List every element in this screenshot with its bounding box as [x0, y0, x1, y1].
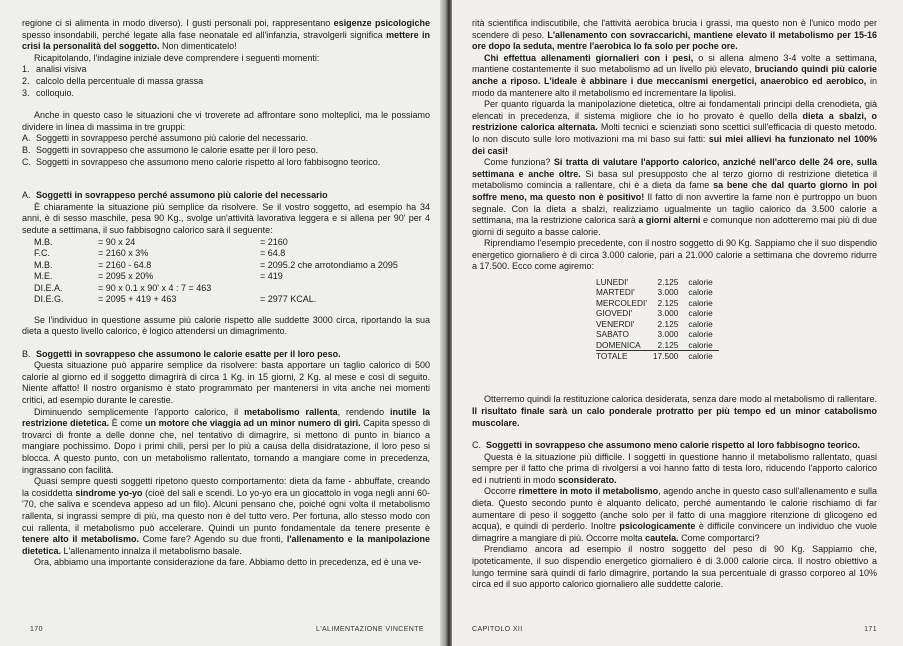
paragraph: Occorre rimettere in moto il metabolismo, agendo anche in questo caso sull'allenamento e sulla dieta. Questo secondo punto è alquanto delicato, perché aumentando le calorie rischiamo di far aumentare di peso il soggetto (anche solo per il fatto di una maggiore ritenzione di glicogeno ed acqua), e quindi di perderlo. Inoltre psicologicamente è difficile convincere un individuo che vuole dimagrire a mangiare di più. Occorre molta cautela. Come comportarci?: [472, 486, 877, 543]
paragraph: Anche in questo caso le situazioni che vi troverete ad affrontare sono molteplici, ma le possiamo dividere in linea di massima in tre gruppi:: [22, 110, 430, 132]
list-item: 2. calcolo della percentuale di massa grassa: [22, 75, 204, 86]
table-row: GIOVEDI' 3.000 calorie: [596, 308, 713, 319]
steps-list: [22, 64, 430, 99]
paragraph: Otterremo quindi la restituzione calorica desiderata, senza dare modo al metabolismo di rallentare. Il risultato finale sarà un calo ponderale protratto per più tempo ed un minor catabolismo muscolare.: [472, 394, 877, 428]
right-page: [452, 0, 903, 646]
table-row: MERCOLEDI' 2.125 calorie: [596, 297, 713, 308]
paragraph: Chi effettua allenamenti giornalieri con i pesi, o si allena almeno 3-4 volte a settimana, mantiene costantemente il suo metabolismo ad un livello più elevato, bruciando quindi più calorie anche a riposo. L'ideale è abbinare i due meccanismi energetici, anaerobico ed aerobico, in modo da mantenere alto il metabolismo ed incrementare la lipolisi.: [472, 52, 877, 98]
calc-row: DI.E.G. = 2095 + 419 + 463 = 2977 KCAL.: [34, 294, 317, 305]
right-column: [472, 18, 877, 591]
calculation-block: [34, 237, 430, 315]
paragraph: Se l'individuo in questione assume più calorie rispetto alle suddette 3000 circa, riportando la sua dieta a questo livello calorico, è logico attendersi un dimagrimento.: [22, 314, 430, 337]
paragraph: Diminuendo semplicemente l'apporto calorico, il metabolismo rallenta, rendendo inutile la restrizione dietetica. È come un motore che viaggia ad un minor numero di giri. Capita spesso di trovarci di fronte a delle donne che, nel tentativo di dimagrire, si mettono di punto in bianco a mangiare pochissimo. Dopo i primi chili, persi per lo più a causa della disidratazione, il loro peso si blocca. A questo punto, con un metabolismo rallentato, tornando a mangiare come in precedenza, ingrassano con facilità.: [22, 406, 430, 475]
paragraph: Prendiamo ancora ad esempio il nostro soggetto del peso di 90 Kg. Sappiamo che, ipoteticamente, il suo dispendio energetico giornaliero è di 3.000 calorie circa. Il nostro obiettivo a lungo termine sarà quindi di farlo dimagrire, portando la sua percentuale di grasso corporeo al 10% circa ed il suo apporto calorico giornaliero alle suddette calorie.: [472, 544, 877, 590]
chapter-label: CAPITOLO XII: [472, 626, 523, 634]
running-footer: L'ALIMENTAZIONE VINCENTE: [315, 626, 424, 634]
page-number: 170: [30, 626, 43, 634]
paragraph: regione ci si alimenta in modo diverso). I gusti personali poi, rappresentano esigenze psicologiche spesso insondabili, perché legate alla fase neonatale ed all'infanzia, stravolgerli significa mettere in crisi la personalità del soggetto. Non dimenticatelo!: [22, 18, 430, 52]
calc-row: M.B. = 90 x 24 = 2160: [34, 236, 288, 247]
calc-row: M.B. = 2160 - 64.8 = 2095.2 che arrotondiamo a 2095: [34, 259, 398, 270]
paragraph: Questa situazione può apparire semplice da risolvere: basta apportare un taglio calorico di 500 calorie al giorno ed il soggetto dimagrirà di circa 1 Kg. in 15 giorni, 2 Kg. al mese e così di seguito. Niente affatto! Il nostro organismo è stato programmato per mantenersi in vita anche nei momenti critici, ad esempio durante le carestie.: [22, 360, 430, 406]
calc-row: DI.E.A. = 90 x 0.1 x 90' x 4 : 7 = 463: [34, 282, 212, 293]
paragraph: Per quanto riguarda la manipolazione dietetica, oltre ai fondamentali principi della crenodieta, già elencati in precedenza, il sistema migliore che io ho provato è quello della dieta a sbalzi, o restrizione calorica alternata. Molti tecnici e scienziati sono scettici sull'efficacia di questo metodo. Io non discuto sulle loro motivazioni ma mi baso sui fatti: sui miei allievi ha funzionato nel 100% dei casi!: [472, 99, 878, 156]
list-item: C. Soggetti in sovrappeso che assumono meno calorie rispetto al loro fabbisogno teorico.: [22, 156, 381, 167]
list-item: 1. analisi visiva: [22, 64, 87, 75]
paragraph: Ricapitolando, l'indagine iniziale deve comprendere i seguenti momenti:: [34, 52, 320, 63]
left-column: [22, 18, 430, 569]
list-item: 3. colloquio.: [22, 87, 75, 98]
table-total-row: TOTALE 17.500 calorie: [596, 350, 713, 361]
table-row: MARTEDI' 3.000 calorie: [596, 287, 713, 298]
calc-row: M.E. = 2095 x 20% = 419: [34, 271, 283, 282]
section-heading-a: A. Soggetti in sovrappeso perché assumono più calorie del necessario: [22, 190, 328, 201]
table-row: DOMENICA 2.125 calorie: [596, 340, 719, 351]
list-item: A. Soggetti in sovrappeso perché assumono più calorie del necessario.: [22, 133, 309, 144]
paragraph: Ora, abbiamo una importante considerazione da fare. Abbiamo detto in precedenza, ed è una ve-: [34, 557, 422, 568]
paragraph: Riprendiamo l'esempio precedente, con il nostro soggetto di 90 Kg. Sappiamo che il suo dispendio energetico giornaliero è di circa 3.000 calorie, pari a 21.000 calorie a settimana che dovremo ridurre a 17.500. Ecco come agiremo:: [472, 238, 877, 272]
list-item: B. Soggetti in sovrappeso che assumono le calorie esatte per il loro peso.: [22, 144, 319, 155]
paragraph: rità scientifica indiscutibile, che l'attività aerobica brucia i grassi, ma questo non è l'unico modo per scendere di peso. L'allenamento con sovraccarichi, mantiene elevato il metabolismo per 15-16 ore dopo la seduta, mentre l'aerobica lo fa solo per poche ore.: [472, 18, 877, 52]
table-row: VENERDI' 2.125 calorie: [596, 318, 713, 329]
calc-row: F.C. = 2160 x 3% = 64.8: [34, 248, 286, 259]
left-page: [0, 0, 446, 646]
section-heading-c: C. Soggetti in sovrappeso che assumono meno calorie rispetto al loro fabbisogno teorico.: [472, 440, 861, 451]
page-number: 171: [864, 626, 877, 634]
paragraph: Questa è la situazione più difficile. I soggetti in questione hanno il metabolismo rallentato, quasi sempre per il fatto che prima di rivolgersi a voi hanno fatto di testa loro, riducendo l'apporto calorico ed i nutrienti in modo sconsiderato.: [472, 451, 877, 485]
paragraph: È chiaramente la situazione più semplice da risolvere. Se il vostro soggetto, ad esempio ha 34 anni, è di sesso maschile, pesa 90 Kg., svolge un'attività lavorativa leggera e si allena per 90' per 4 sedute a settimana, il suo fabbisogno calorico sarà il seguente:: [22, 201, 430, 235]
paragraph: Come funziona? Si tratta di valutare l'apporto calorico, anziché nell'arco delle 24 ore, sulla settimana e anche oltre. Si basa sul presupposto che al terzo giorno di restrizione dietetica il metabolismo comincia a rallentare, chi è a dieta da fame sa bene che dal quarto giorno in poi soffre meno, ma questo non è positivo! Il fatto di non avvertire la fame non è purtroppo un buon segnale. Con la dieta a sbalzi, realizziamo ugualmente un taglio calorico da 3.500 calorie a settimana, ma la restrizione calorica sarà a giorni alterni e comunque non adotteremo mai più di due giorni di seguito a basse calorie.: [472, 157, 877, 237]
table-row: LUNEDI' 2.125 calorie: [596, 277, 713, 288]
section-heading-b: B. Soggetti in sovrappeso che assumono le calorie esatte per il loro peso.: [22, 348, 341, 359]
weekly-calorie-table: [596, 277, 719, 361]
paragraph: Quasi sempre questi soggetti ripetono questo comportamento: dieta da fame - abbuffate, creando la cosiddetta sindrome yo-yo (cioè del sali e scendi. Lo yo-yo era un giocattolo in voga negli anni 60-'70, che saliva e scendeva appeso ad un filo). Alcuni pensano che, poiché ogni volta il metabolismo rallenta, si ingrassi sempre di più, ma questo non è del tutto vero. Per fortuna, allo stesso modo con cui rallenta, il metabolismo può accelerare. Quindi un punto fondamentale da tenere presente è tenere alto il metabolismo. Come fare? Agendo su due fronti, l'allenamento e la manipolazione dietetica. L'allenamento innalza il metabolismo basale.: [22, 476, 431, 556]
table-row: SABATO 3.000 calorie: [596, 329, 713, 340]
